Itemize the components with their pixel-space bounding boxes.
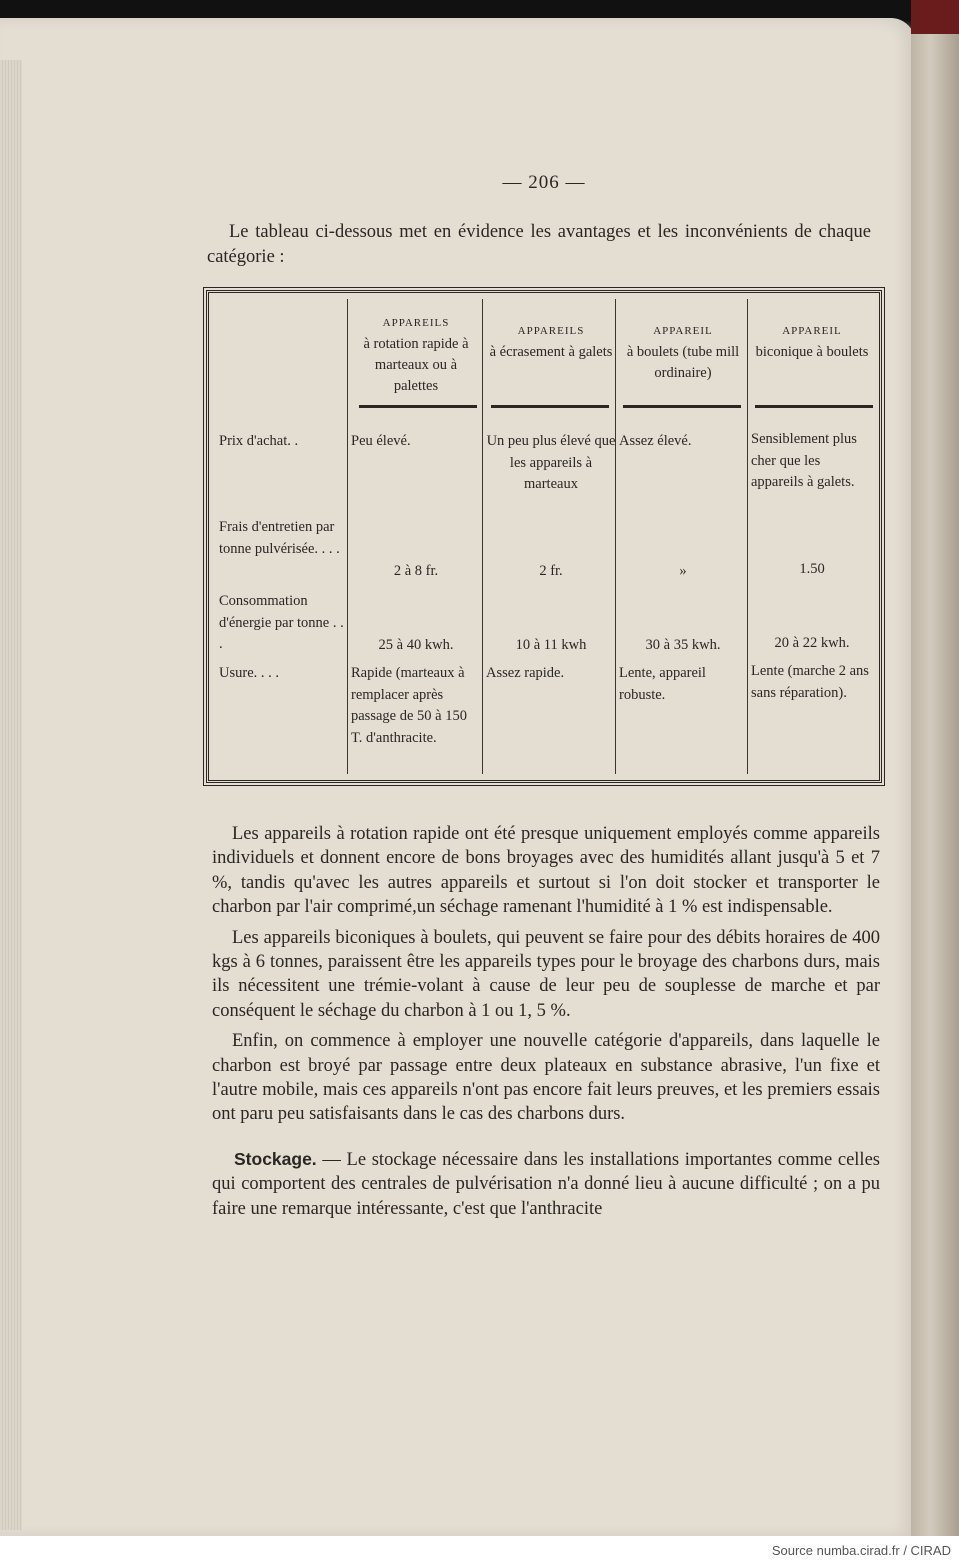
column-header-text: à rotation rapide à marteaux ou à palettes	[363, 336, 469, 394]
column-header-text: à boulets (tube mill ordinaire)	[626, 344, 740, 381]
table-cell: Peu élevé.	[351, 433, 411, 449]
column-header-caps: APPAREIL	[782, 325, 842, 337]
table-cell: Un peu plus élevé que les appareils à marteaux	[486, 433, 616, 492]
table-cell: Lente (marche 2 ans sans réparation).	[751, 663, 869, 701]
table-cell: 20 à 22 kwh.	[774, 635, 850, 651]
binding-ribbon	[911, 0, 959, 34]
table-cell: 30 à 35 kwh.	[645, 637, 721, 653]
row-label: Prix d'achat. .	[219, 433, 299, 449]
book-binding	[911, 0, 959, 1536]
column-divider	[482, 299, 483, 774]
column-header-caps: APPAREILS	[382, 317, 450, 329]
table-cell: 2 à 8 fr.	[393, 563, 439, 579]
table-cell: Rapide (marteaux à remplacer après passage de 50 à 150 T. d'anthracite.	[351, 665, 467, 746]
paragraph: Les appareils à rotation rapide ont été presque uniquement employés comme appareils individuels et donnent encore de bons broyages avec des humidités allant jusqu'à 5 et 7 %, tandis qu'avec les autres appareils et surtout si l'on doit stocker et transporter le charbon par l'air comprimé,un séchage ramenant l'humidité à 1 % est indispensable.	[212, 824, 880, 918]
column-header	[351, 313, 481, 397]
column-header-text: à écrasement à galets	[489, 344, 613, 360]
paragraph: Enfin, on commence à employer une nouvelle catégorie d'appareils, dans laquelle le charbon est broyé par passage entre deux plateaux en substance abrasive, l'un fixe et l'autre mobile, mais ces appareils n'ont pas encore fait leurs preuves, et les premiers essais ont paru peu satisfaisants dans le cas des charbons durs.	[212, 1031, 880, 1125]
header-rule	[359, 405, 477, 408]
header-rule	[491, 405, 609, 408]
table-cell: 2 fr.	[539, 563, 563, 579]
header-rule	[755, 405, 873, 408]
column-divider	[615, 299, 616, 774]
stockage-text: — Le stockage nécessaire dans les installations importantes comme celles qui comportent des centrales de pulvérisation n'a donné lieu à aucune difficulté ; on a pu faire une remarque intéressante, c'est que l'anthracite	[212, 1149, 880, 1219]
stockage-paragraph	[212, 1147, 880, 1221]
page-number: — 206 —	[502, 172, 586, 193]
intro-paragraph: Le tableau ci-dessous met en évidence les avantages et les inconvénients de chaque catégorie :	[207, 222, 871, 267]
row-label: Consommation d'énergie par tonne . . .	[219, 593, 344, 652]
column-divider	[347, 299, 348, 774]
column-header	[619, 321, 747, 384]
paragraph: Les appareils biconiques à boulets, qui peuvent se faire pour des débits horaires de 400 kgs à 6 tonnes, paraissent être les appareils types pour le broyage des charbons durs, mais ils nécessitent une trémie-volant à cause de leur peu de souplesse de marche et par conséquent le séchage du charbon à 1 ou 1, 5 %.	[212, 927, 880, 1021]
header-rule	[623, 405, 741, 408]
column-header	[486, 321, 616, 363]
source-footer	[0, 1536, 959, 1566]
column-header	[751, 321, 873, 363]
table-cell: »	[679, 563, 687, 579]
table-cell: Assez rapide.	[486, 665, 565, 681]
column-header-text: biconique à boulets	[755, 344, 869, 360]
column-header-caps: APPAREILS	[517, 325, 585, 337]
table-cell: 25 à 40 kwh.	[378, 637, 454, 653]
table-cell: 1.50	[799, 561, 825, 577]
body-text	[212, 822, 880, 1227]
source-credit: Source numba.cirad.fr / CIRAD	[771, 1543, 951, 1558]
page-stack-edge	[0, 60, 22, 1530]
row-label: Frais d'entretien par tonne pulvérisée. . . .	[219, 519, 340, 557]
column-header-caps: APPAREIL	[653, 325, 713, 337]
table-cell: Assez élevé.	[619, 433, 692, 449]
row-label: Usure. . . .	[219, 665, 280, 681]
table-cell: Lente, appareil robuste.	[619, 665, 706, 703]
comparison-table	[206, 290, 882, 783]
column-divider	[747, 299, 748, 774]
table-cell: 10 à 11 kwh	[515, 637, 587, 653]
section-heading: Stockage.	[234, 1148, 317, 1169]
table-cell: Sensiblement plus cher que les appareils à galets.	[751, 431, 857, 490]
